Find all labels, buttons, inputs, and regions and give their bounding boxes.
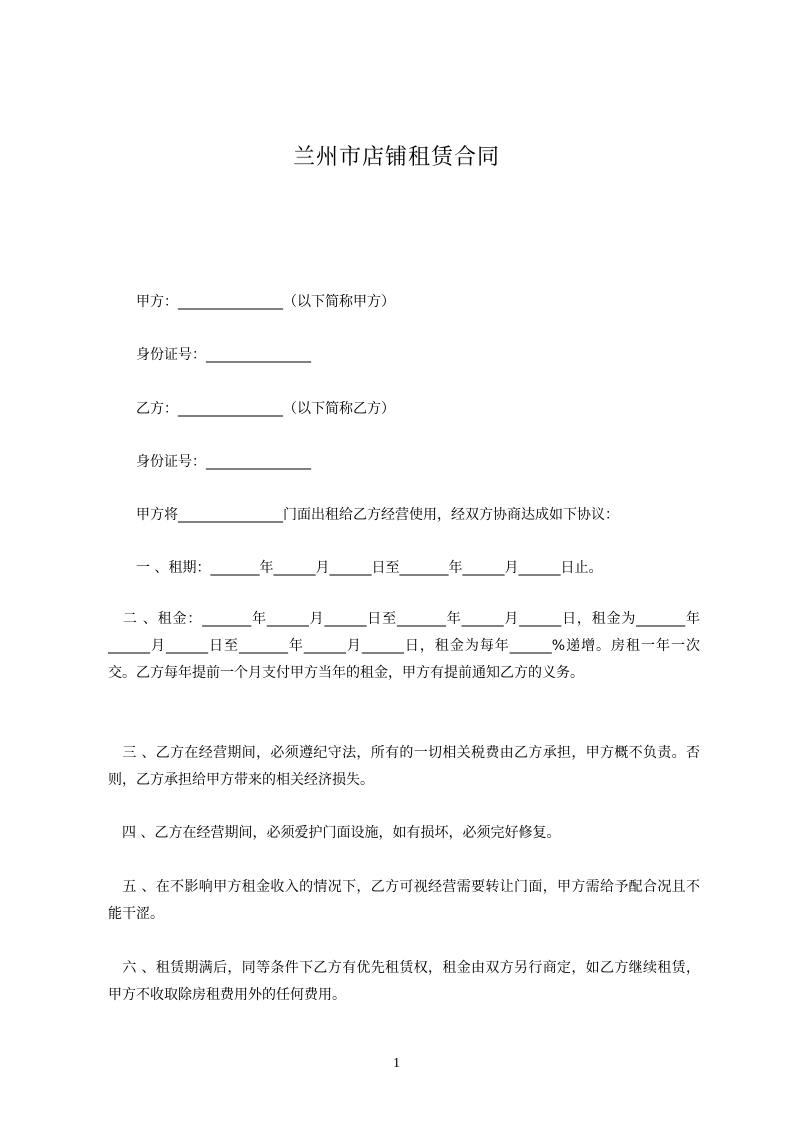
party-b-line: 乙方：_______________（以下简称乙方）: [136, 401, 395, 417]
party-a-id-line: 身份证号：_______________: [136, 347, 311, 363]
party-a-line: 甲方：_______________（以下简称甲方）: [136, 294, 395, 310]
document-title: 兰州市店铺租赁合同: [292, 145, 500, 170]
clause-5-transfer: 五 、在不影响甲方租金收入的情况下，乙方可视经营需要转让门面，甲方需给予配合况且不能干涩。: [108, 879, 700, 922]
clause-3-compliance: 三 、乙方在经营期间，必须遵纪守法，所有的一切相关税费由乙方承担，甲方概不负责。否则，乙方承担给甲方带来的相关经济损失。: [108, 745, 700, 788]
party-b-id-line: 身份证号：_______________: [136, 454, 311, 470]
page-number: 1: [393, 1056, 400, 1071]
clause-2-rent: 二 、租金：_______年______月______日至_______年______月______日，租金为_______年______月______日至_______年______月______日，租金为每年______%递增。房租一年一次交。乙方每年提前一个月支付甲方当年的租金，甲方有提前通知乙方的义务。: [108, 611, 700, 681]
clause-4-maintenance: 四 、乙方在经营期间，必须爱护门面设施，如有损坏，必须完好修复。: [108, 825, 561, 841]
intro-line: 甲方将_______________门面出租给乙方经营使用，经双方协商达成如下协议：: [136, 507, 619, 523]
clause-6-renewal: 六 、租赁期满后，同等条件下乙方有优先租赁权，租金由双方另行商定，如乙方继续租赁，甲方不收取除房租费用外的任何费用。: [108, 960, 700, 1003]
clause-1-term: 一 、租期：_______年______月______日至_______年______月______日止。: [136, 560, 603, 576]
